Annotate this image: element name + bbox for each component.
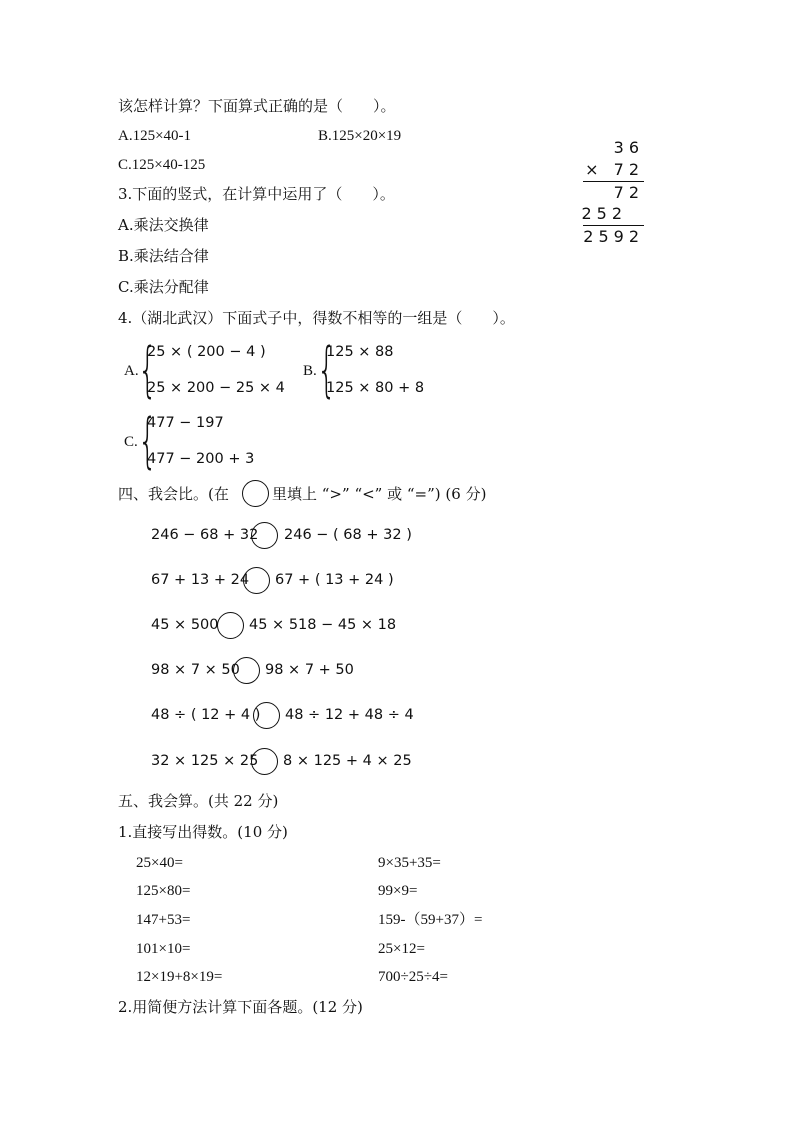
compare-left: 45 × 500: [151, 617, 219, 633]
compare-left: 98 × 7 × 50: [151, 662, 240, 678]
compare-circle-input[interactable]: [251, 748, 278, 775]
section-5-q2: 2.用简便方法计算下面各题。(12 分): [118, 998, 363, 1016]
q3-option-c[interactable]: C.乘法分配律: [118, 278, 209, 296]
compare-left: 246 − 68 + 32: [151, 527, 259, 543]
q4-b-brace: {: [317, 335, 337, 405]
vertical-row-3: 72: [613, 183, 644, 202]
q3-option-b[interactable]: B.乘法结合律: [118, 247, 209, 265]
compare-left: 48 ÷ ( 12 + 4 ): [151, 707, 261, 723]
q4-c-label: C.: [124, 434, 138, 450]
q4-c-bottom: 477 − 200 + 3: [147, 451, 255, 467]
q2-option-c[interactable]: C.125×40-125: [118, 157, 206, 173]
compare-circle-input[interactable]: [251, 522, 278, 549]
calc-item[interactable]: 159-（59+37）=: [378, 912, 483, 928]
calc-item[interactable]: 9×35+35=: [378, 855, 441, 871]
q4-b-bottom: 125 × 80 + 8: [326, 380, 425, 396]
compare-left: 32 × 125 × 25: [151, 753, 259, 769]
compare-circle-input[interactable]: [243, 567, 270, 594]
q3-stem: 3.下面的竖式，在计算中运用了（ ）。: [118, 185, 395, 203]
q3-option-a[interactable]: A.乘法交换律: [118, 216, 209, 234]
q4-a-bottom: 25 × 200 − 25 × 4: [147, 380, 285, 396]
section-4-title-post: 里填上 “>” “<” 或 “=”) (6 分): [272, 485, 487, 503]
calc-item[interactable]: 101×10=: [136, 941, 191, 957]
q2-stem: 该怎样计算？下面算式正确的是（ ）。: [118, 97, 396, 115]
q2-option-b[interactable]: B.125×20×19: [318, 128, 402, 144]
q4-a-label: A.: [124, 363, 139, 379]
section-5-title: 五、我会算。(共 22 分): [118, 792, 279, 810]
q2-option-a[interactable]: A.125×40-1: [118, 128, 192, 144]
q4-b-label: B.: [303, 363, 317, 379]
q4-b-top: 125 × 88: [326, 344, 394, 360]
q4-a-brace: {: [138, 335, 158, 405]
compare-left: 67 + 13 + 24: [151, 572, 250, 588]
compare-circle-input[interactable]: [233, 657, 260, 684]
compare-right: 67 + ( 13 + 24 ): [275, 572, 394, 588]
calc-item[interactable]: 147+53=: [136, 912, 191, 928]
vertical-row-1: 36: [613, 138, 644, 157]
compare-circle-input[interactable]: [253, 702, 280, 729]
compare-right: 48 ÷ 12 + 48 ÷ 4: [285, 707, 414, 723]
calc-item[interactable]: 125×80=: [136, 883, 191, 899]
q4-c-top: 477 − 197: [147, 415, 224, 431]
vertical-line-2: [583, 225, 644, 226]
title-circle-icon: [242, 480, 269, 507]
calc-item[interactable]: 700÷25÷4=: [378, 969, 448, 985]
calc-item[interactable]: 25×12=: [378, 941, 425, 957]
vertical-row-5: 2592: [583, 227, 644, 246]
compare-circle-input[interactable]: [217, 612, 244, 639]
compare-right: 246 − ( 68 + 32 ): [284, 527, 412, 543]
q4-stem: 4.（湖北武汉）下面式子中，得数不相等的一组是（ ）。: [118, 309, 515, 327]
vertical-row-2: × 72: [585, 160, 644, 179]
section-4-title-pre: 四、我会比。(在: [118, 485, 229, 503]
compare-right: 8 × 125 + 4 × 25: [283, 753, 412, 769]
q4-a-top: 25 × ( 200 − 4 ): [147, 344, 266, 360]
calc-item[interactable]: 99×9=: [378, 883, 418, 899]
q4-c-brace: {: [138, 406, 158, 476]
compare-right: 98 × 7 + 50: [265, 662, 354, 678]
calc-item[interactable]: 12×19+8×19=: [136, 969, 223, 985]
compare-right: 45 × 518 − 45 × 18: [249, 617, 397, 633]
vertical-line-1: [583, 181, 644, 182]
calc-item[interactable]: 25×40=: [136, 855, 183, 871]
vertical-row-4: 252: [581, 204, 627, 223]
section-5-q1: 1.直接写出得数。(10 分): [118, 823, 288, 841]
